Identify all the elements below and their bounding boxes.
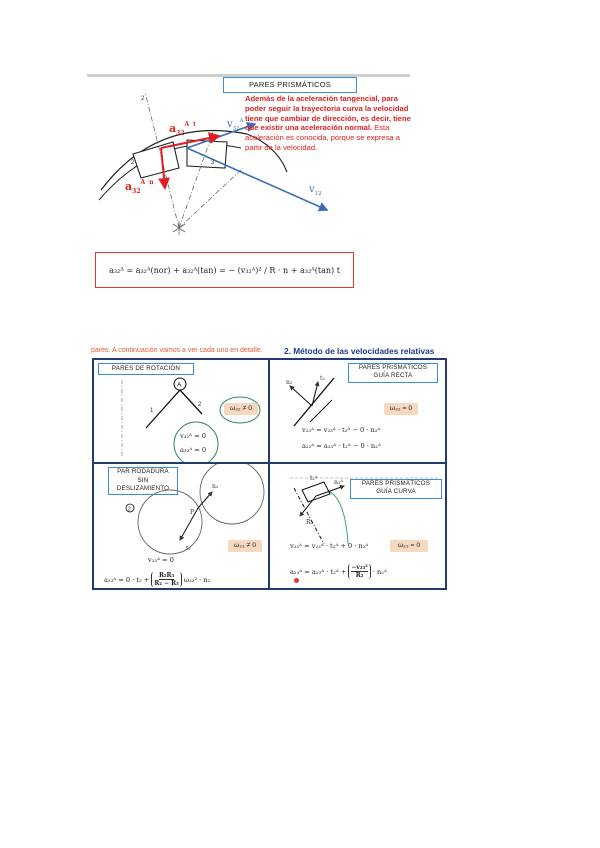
rotation-pairs-title: PARES DE ROTACIÓN — [98, 363, 194, 375]
svg-text:t₂: t₂ — [320, 375, 325, 382]
prismatic-curved-eq2-right: · n₂ᴬ — [372, 567, 387, 576]
svg-text:2: 2 — [198, 402, 202, 408]
prismatic-curved-title-2: GUÍA CURVA — [376, 488, 416, 495]
label-2-top: 2 — [141, 96, 145, 102]
rotation-eq2: a₃₂ᴬ = 0 — [180, 446, 207, 454]
rolling-eq1: v₂₃ᴬ = 0 — [148, 556, 174, 564]
svg-text:n₂: n₂ — [212, 483, 219, 490]
svg-text:P: P — [190, 509, 195, 516]
label-3-block: 3 — [211, 160, 215, 166]
prismatic-pairs-title: PARES PRISMÁTICOS — [223, 77, 357, 93]
prismatic-straight-title-1: PARES PRISMÁTICOS — [358, 364, 428, 371]
rolling-omega-badge: ω₂₃ ≠ 0 — [228, 540, 262, 552]
acceleration-formula: a₃₂ᴬ = a₃₂ᴬ(nor) + a₃₂ᴬ(tan) = − (v₃₂ᴬ)² / R · n + a₃₂ᴬ(tan) t — [109, 265, 340, 275]
rolling-fraction — [151, 572, 181, 587]
prismatic-straight-title-2: GUÍA RECTA — [373, 372, 413, 379]
rotation-omega-badge: ω₃₂ ≠ 0 — [224, 403, 258, 415]
center-mark — [173, 221, 185, 235]
svg-text:n₂: n₂ — [286, 379, 293, 386]
heading-right-title: 2. Método de las velocidades relativas — [284, 346, 435, 356]
svg-text:R₂: R₂ — [306, 519, 313, 526]
explanation-text-bold: Además de la aceleración tangencial, para poder seguir la trayectoria curva la velocidad tiene que cambiar de dirección, es decir, tiene que existir una aceleración normal. — [245, 94, 411, 133]
red-dot-marker — [294, 578, 299, 583]
svg-text:n₂ᴬ: n₂ᴬ — [334, 479, 343, 486]
rolling-eq2-left: a₂₃ᴬ = 0 · t₂ + — [104, 575, 150, 584]
absolute-velocity-label: $v_{12}$ — [309, 184, 322, 197]
rolling-title-1: PAR RODADURA — [117, 468, 169, 475]
slider-block-left — [133, 142, 179, 178]
prismatic-curved-frac-num: −v₂₃² — [351, 564, 368, 571]
prismatic-curved-frac-den: R₂ — [355, 572, 364, 579]
relative-velocity-panel — [92, 358, 447, 590]
rotation-eq1: v₃₂ᴬ = 0 — [180, 432, 206, 440]
explanation-text — [245, 94, 413, 153]
prismatic-curved-eq2-left: a₂₃ᴬ = a₂₃ᴬ · t₂ᴬ + — [290, 567, 347, 576]
svg-text:2: 2 — [128, 506, 131, 513]
heading-left-text: pares. A continuación vamos a ver cada uno en detalle. — [91, 347, 263, 354]
prismatic-curved-eq1: v₂₃ᴬ = v₂₃ᴬ · t₂ᴬ + 0 · n₂ᴬ — [290, 542, 369, 550]
rolling-frac-num: R₂R₃ — [158, 572, 175, 579]
label-2-side: 2 — [131, 160, 135, 166]
rolling-eq2-right: ω₂₃² · n₂ — [183, 575, 211, 584]
absolute-velocity-arrow — [187, 148, 327, 210]
prismatic-curved-omega-badge: ω₂₃ = 0 — [390, 540, 428, 552]
prismatic-straight-omega-badge: ω₃₂ = 0 — [384, 403, 418, 415]
explanation-text-plain: Esta aceleración es conocida, porque se expresa a partir de la velocidad. — [245, 123, 400, 152]
rolling-title-2: SIN — [137, 476, 149, 484]
normal-accel-label: $a_{32}^A$ n — [125, 179, 154, 195]
svg-text:t₂: t₂ — [186, 545, 191, 552]
svg-text:1: 1 — [150, 408, 154, 414]
tangential-accel-label: $a_{32}^A$ t — [169, 121, 196, 137]
prismatic-curved-fraction — [348, 564, 370, 579]
prismatic-straight-eq1: v₂₃ᴬ = v₂₃ᴬ · t₂ᴬ − 0 · n₂ᴬ — [302, 426, 381, 434]
rolling-diagram — [94, 464, 268, 588]
acceleration-formula-box — [95, 252, 354, 288]
prismatic-straight-eq2: a₂₃ᴬ = a₂₃ᴬ · t₂ᴬ − 0 · n₂ᴬ — [302, 442, 381, 450]
svg-text:t₂ᴬ: t₂ᴬ — [310, 475, 318, 482]
rolling-frac-den: R₂ − R₃ — [154, 580, 179, 587]
radius-line-3 — [179, 168, 243, 228]
svg-text:A: A — [177, 381, 182, 389]
relative-velocity-label: $v_{32}^A$ — [227, 118, 244, 132]
rolling-title-3: DESLIZAMIENTO — [116, 485, 170, 492]
prismatic-curved-eq2 — [290, 564, 387, 579]
prismatic-curved-title-1: PARES PRISMÁTICOS — [361, 480, 431, 487]
rolling-eq2 — [104, 572, 210, 587]
